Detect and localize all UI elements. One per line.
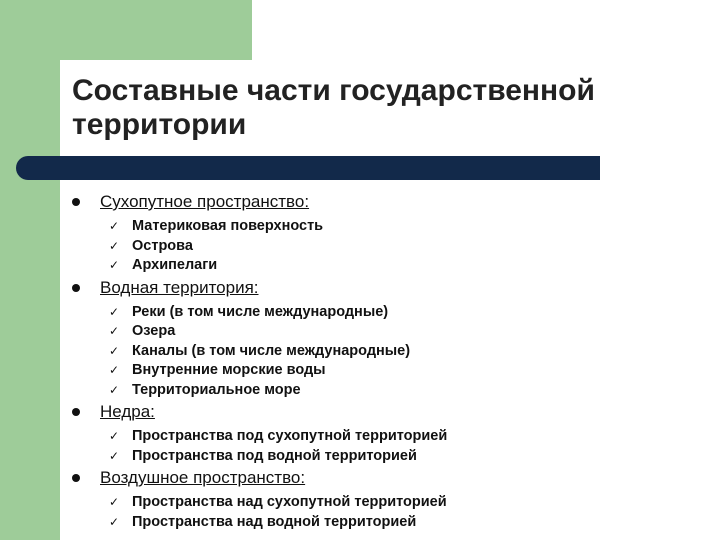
bullet-icon xyxy=(72,284,80,292)
checkmark-icon: ✓ xyxy=(109,382,120,397)
checkmark-icon: ✓ xyxy=(109,258,120,272)
sub-list xyxy=(72,427,692,466)
list-item: ✓ Территориальное море xyxy=(132,381,692,401)
list-item: ✓ Пространства под водной территорией xyxy=(132,447,692,467)
list-item: ✓ Каналы (в том числе международные) xyxy=(132,342,692,362)
checkmark-icon: ✓ xyxy=(109,495,120,509)
checkmark-icon: ✓ xyxy=(109,219,120,233)
green-decoration-left xyxy=(0,0,60,540)
list-item: ✓ Реки (в том числе международные) xyxy=(132,303,692,323)
section-title: Сухопутное пространство: xyxy=(100,192,310,211)
checkmark-icon: ✓ xyxy=(109,363,120,377)
section-subsoil xyxy=(72,400,692,466)
section-title: Воздушное пространство: xyxy=(100,468,306,487)
sub-list xyxy=(72,493,692,532)
checkmark-icon: ✓ xyxy=(109,343,120,358)
list-item: ✓ Материковая поверхность xyxy=(132,217,692,237)
checkmark-icon: ✓ xyxy=(109,304,120,319)
bullet-icon xyxy=(72,408,80,416)
bullet-icon xyxy=(72,198,80,206)
list-item: ✓ Озера xyxy=(132,322,692,342)
section-title: Недра: xyxy=(100,402,155,421)
checkmark-icon: ✓ xyxy=(109,514,120,529)
sub-list xyxy=(72,303,692,401)
title-divider-bar xyxy=(16,156,600,180)
list-item: ✓ Пространства над водной территорией xyxy=(132,513,692,533)
bullet-icon xyxy=(72,474,80,482)
list-item: ✓ Внутренние морские воды xyxy=(132,361,692,381)
checkmark-icon: ✓ xyxy=(109,448,120,463)
slide-title: Составные части государственной территории xyxy=(72,74,595,141)
section-land xyxy=(72,190,692,276)
sub-list xyxy=(72,217,692,276)
list-item: ✓ Острова xyxy=(132,237,692,257)
checkmark-icon: ✓ xyxy=(109,238,120,253)
section-water xyxy=(72,276,692,401)
section-title: Водная территория: xyxy=(100,277,259,297)
slide-content xyxy=(72,190,692,532)
checkmark-icon: ✓ xyxy=(109,429,120,443)
list-item: ✓ Пространства над сухопутной территорией xyxy=(132,493,692,513)
section-airspace xyxy=(72,466,692,532)
list-item: ✓ Пространства под сухопутной территорией xyxy=(132,427,692,447)
checkmark-icon: ✓ xyxy=(109,324,120,338)
list-item: ✓ Архипелаги xyxy=(132,256,692,276)
